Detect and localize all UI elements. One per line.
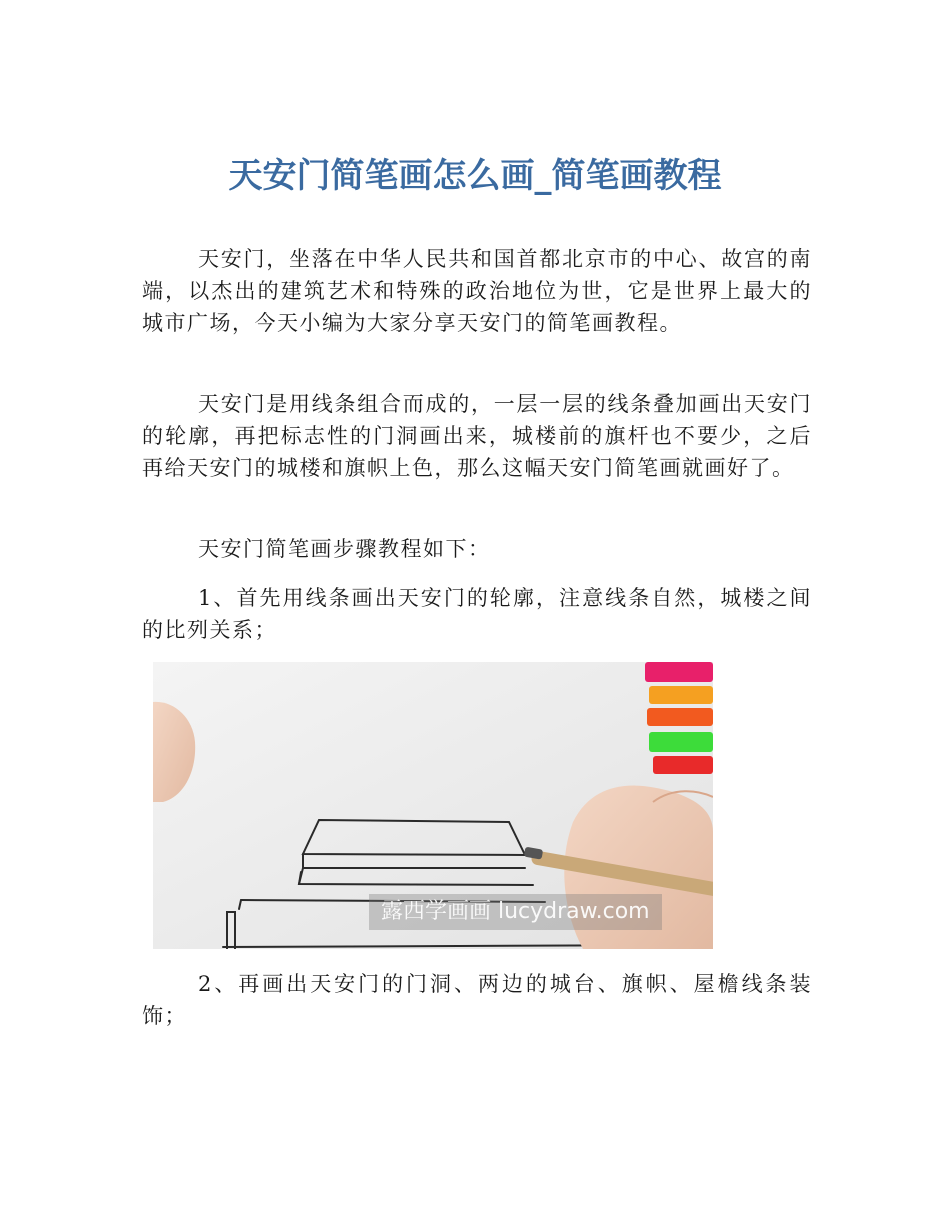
image-watermark: 露西学画画 lucydraw.com: [369, 894, 662, 930]
paragraph-intro: 天安门，坐落在中华人民共和国首都北京市的中心、故宫的南端，以杰出的建筑艺术和特殊的政治地位为世，它是世界上最大的城市广场，今天小编为大家分享天安门的简笔画教程。: [142, 247, 812, 335]
step-1-photo: [153, 662, 713, 949]
paragraph-steps-heading: 天安门简笔画步骤教程如下：: [198, 537, 491, 561]
paragraph-step-2: 2、再画出天安门的门洞、两边的城台、旗帜、屋檐线条装饰；: [142, 972, 812, 1028]
page-title: 天安门简笔画怎么画_简笔画教程: [228, 156, 722, 196]
paragraph-description: 天安门是用线条组合而成的，一层一层的线条叠加画出天安门的轮廓，再把标志性的门洞画出来，城楼前的旗杆也不要少，之后再给天安门的城楼和旗帜上色，那么这幅天安门简笔画就画好了。: [142, 392, 812, 480]
paragraph-step-1: 1、首先用线条画出天安门的轮廓，注意线条自然，城楼之间的比列关系；: [142, 586, 812, 642]
marker-set: [645, 662, 713, 774]
